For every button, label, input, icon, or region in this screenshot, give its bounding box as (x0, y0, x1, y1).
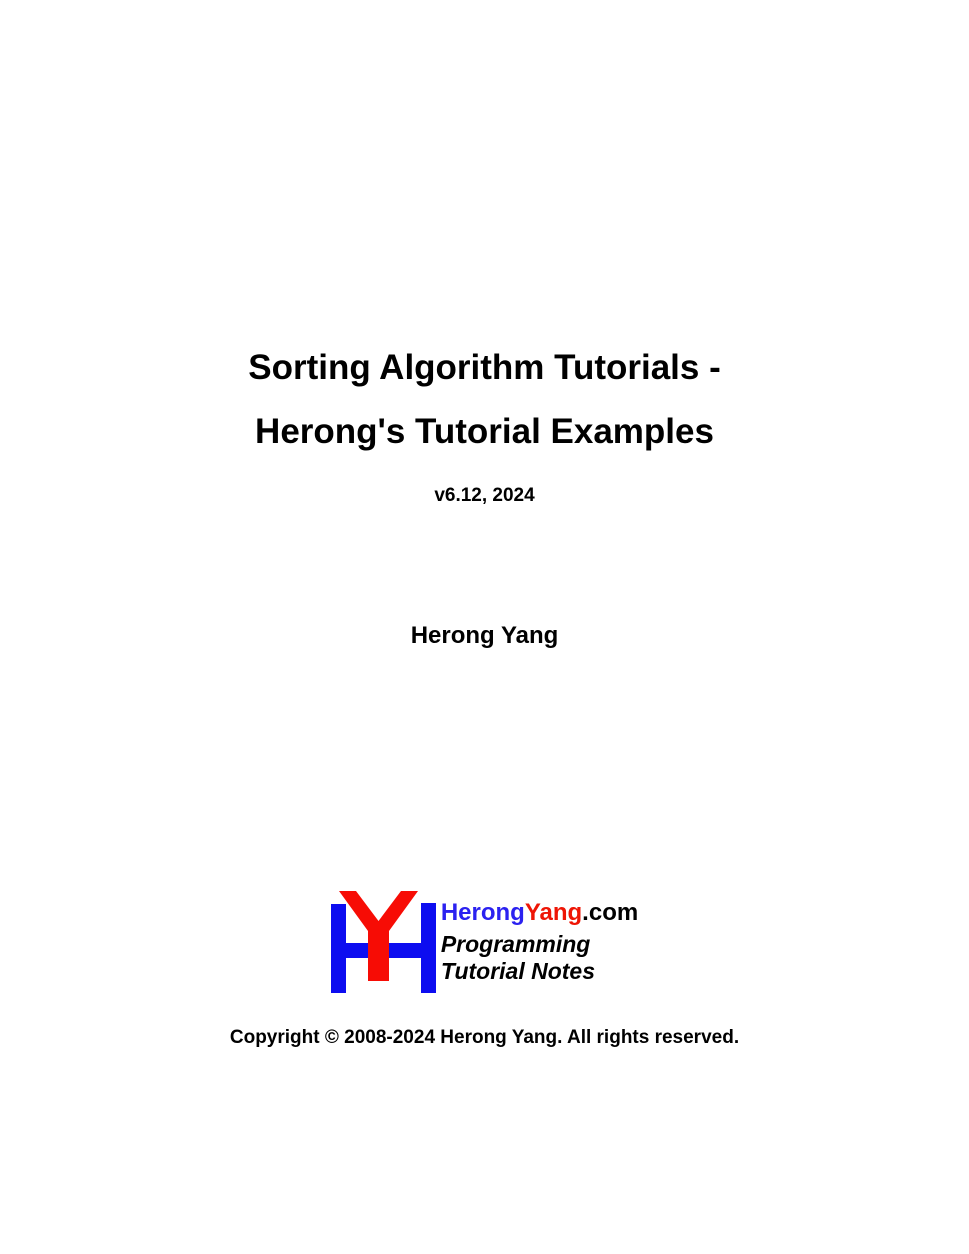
site-name-com: .com (582, 899, 639, 926)
hy-monogram-icon (331, 891, 436, 993)
tagline-line-1: Programming (440, 931, 591, 957)
site-name-herong: Herong (440, 899, 525, 926)
site-name (441, 900, 638, 926)
version-label: v6.12, 2024 (434, 485, 535, 506)
site-name-yang: Yang (524, 899, 583, 926)
copyright-notice: Copyright © 2008-2024 Herong Yang. All rights reserved. (229, 1027, 740, 1048)
y-letter-shape (339, 891, 418, 981)
logo-text-block (441, 891, 638, 985)
author-name: Herong Yang (410, 622, 559, 649)
publisher-logo (0, 891, 969, 993)
tagline-line-2: Tutorial Notes (440, 958, 596, 984)
logo-tagline (441, 931, 638, 985)
title-line-2: Herong's Tutorial Examples (255, 412, 714, 451)
page-title (0, 336, 969, 464)
title-line-1: Sorting Algorithm Tutorials - (248, 348, 721, 387)
